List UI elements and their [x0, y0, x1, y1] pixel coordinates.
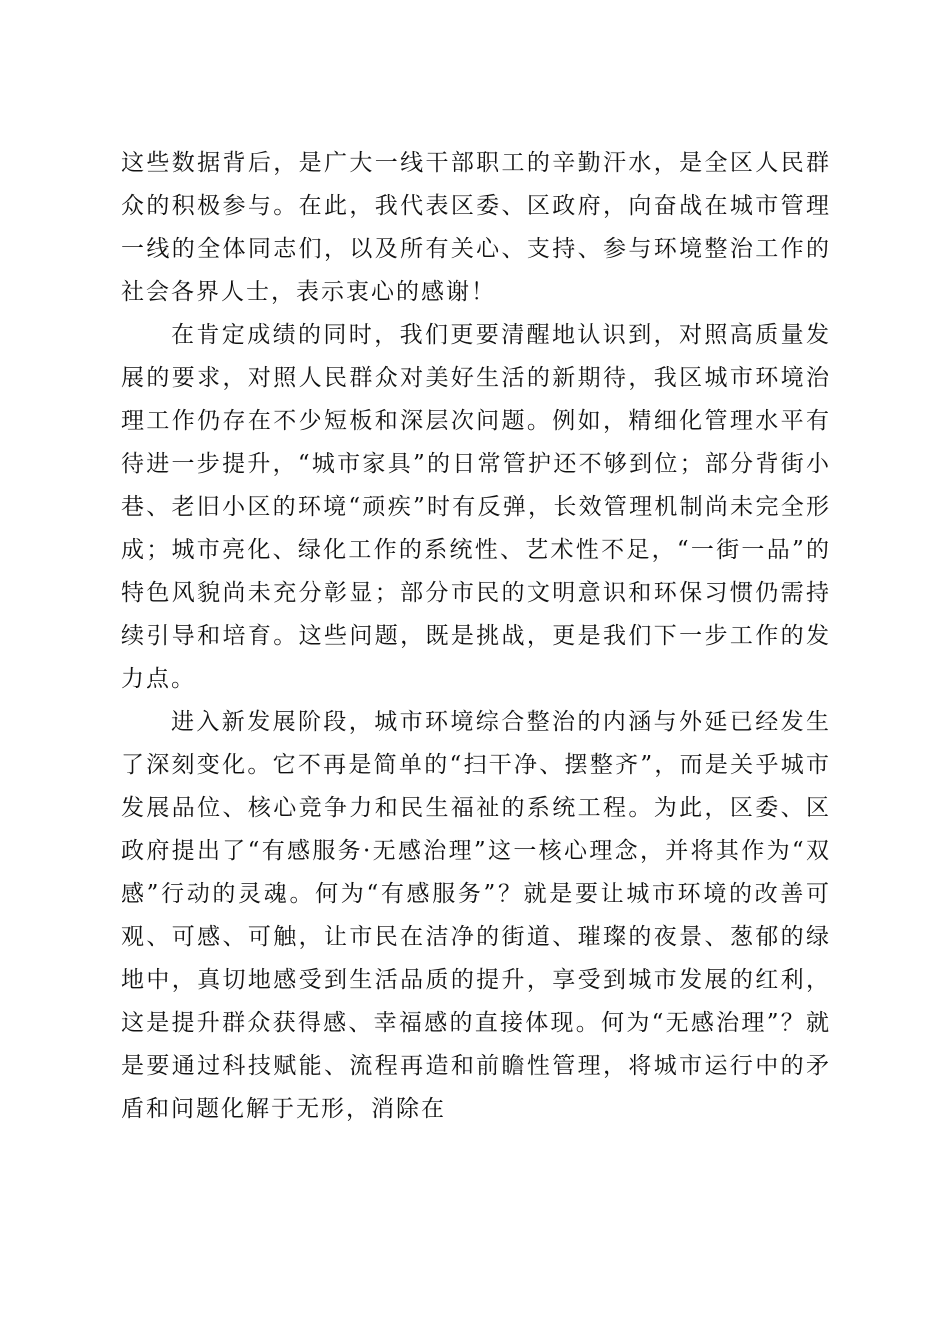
paragraph-gratitude: 这些数据背后，是广大一线干部职工的辛勤汗水，是全区人民群众的积极参与。在此，我代表区委、区政府，向奋战在城市管理一线的全体同志们，以及所有关心、支持、参与环境整治工作的社会各界人士，表示衷心的感谢！ — [121, 150, 831, 305]
document-body — [121, 142, 831, 1131]
paragraph-shortcomings: 在肯定成绩的同时，我们更要清醒地认识到，对照高质量发展的要求，对照人民群众对美好生活的新期待，我区城市环境治理工作仍存在不少短板和深层次问题。例如，精细化管理水平有待进一步提升，“城市家具”的日常管护还不够到位；部分背街小巷、老旧小区的环境“顽疾”时有反弹，长效管理机制尚未完全形成；城市亮化、绿化工作的系统性、艺术性不足，“一街一品”的特色风貌尚未充分彰显；部分市民的文明意识和环保习惯仍需持续引导和培育。这些问题，既是挑战，更是我们下一步工作的发力点。 — [121, 322, 831, 692]
paragraph-new-stage: 进入新发展阶段，城市环境综合整治的内涵与外延已经发生了深刻变化。它不再是简单的“扫干净、摆整齐”，而是关乎城市发展品位、核心竞争力和民生福祉的系统工程。为此，区委、区政府提出了“有感服务·无感治理”这一核心理念，并将其作为“双感”行动的灵魂。何为“有感服务”？就是要让城市环境的改善可观、可感、可触，让市民在洁净的街道、璀璨的夜景、葱郁的绿地中，真切地感受到生活品质的提升，享受到城市发展的红利，这是提升群众获得感、幸福感的直接体现。何为“无感治理”？就是要通过科技赋能、流程再造和前瞻性管理，将城市运行中的矛盾和问题化解于无形，消除在 — [121, 709, 831, 1122]
